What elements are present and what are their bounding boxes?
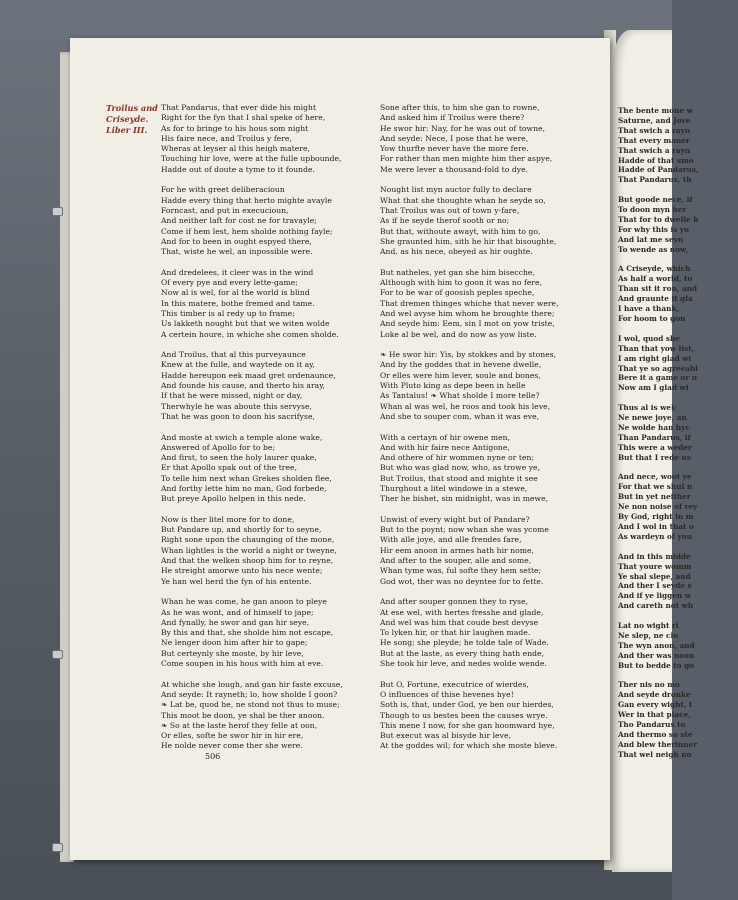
verse-line: Ne lenger doon him after hir to gape; <box>161 638 308 648</box>
verse-line: Hadde of that smo <box>618 155 694 165</box>
verse-line: At whiche she lough, and gan hir faste excuse, <box>161 679 343 689</box>
verse-line: And ther I seyde s <box>618 581 692 591</box>
stanza <box>380 268 600 340</box>
verse-line: Now al is wel, for al the world is blind <box>161 288 310 298</box>
stanza <box>161 597 376 669</box>
verse-line: As he was wont, and of himself to jape; <box>161 607 314 617</box>
verse-line: But to the poynt; now whan she was ycome <box>380 525 549 535</box>
verse-line: And fynally, he swor and gan hir seye, <box>161 617 310 627</box>
verse-line: But that, withoute awayt, with him to go, <box>380 226 541 236</box>
verse-line: At the goddes wil; for which she moste bleve. <box>380 741 558 751</box>
verse-line: As for to bringe to his hous som night <box>161 123 309 133</box>
verse-line: Gan every wight, t <box>618 700 693 710</box>
verse-line: To doon myn her <box>618 205 687 215</box>
verse-line: Yow thurfte never have the more fere. <box>380 144 529 154</box>
verse-line: With alle joye, and alle frendes fare, <box>380 535 522 545</box>
verse-line: That Pandarus, that ever dide his might <box>161 103 317 112</box>
verse-line: That every maner <box>618 135 690 145</box>
verse-line: And othere of hir wommen nyne or ten; <box>380 453 535 463</box>
verse-line: She graunted him, sith he hir that bisoughte, <box>380 236 557 246</box>
verse-line: The wyn anon, and <box>618 640 695 650</box>
verse-line: By this and that, she sholde him not escape, <box>161 628 334 638</box>
verse-line: Or elles, softe he swor hir in hir ere, <box>161 731 304 741</box>
verse-line: And for to been in ought espyed there, <box>161 236 312 246</box>
stanza <box>380 680 600 752</box>
verse-line: And seyde dronke <box>618 690 691 700</box>
verse-line: Wheras at leyser al this heigh matere, <box>161 144 311 154</box>
verse-line: Thurghout a litel windowe in a stewe, <box>380 483 528 493</box>
stanza <box>618 334 738 393</box>
verse-line: That swich a rayn <box>618 145 691 155</box>
verse-line: That wel neigh no <box>618 749 692 759</box>
verse-line: As Tantalus! ❧ What sholde I more telle? <box>380 391 540 401</box>
verse-line: Whan lightles is the world a night or tweyne, <box>161 545 337 555</box>
verse-line: She took hir leve, and nedes wolde wende. <box>380 659 547 669</box>
verse-line: And seyde: Nece, I pose that he were, <box>380 133 529 143</box>
verse-line: And, as his nece, obeyed as hir oughte. <box>380 247 533 257</box>
verse-line: This were a weder <box>618 442 692 452</box>
verse-line: But in yet neither <box>618 492 691 502</box>
stanza <box>161 268 376 340</box>
verse-line: Therwhyle he was aboute this servyse, <box>161 401 312 411</box>
verse-line: But that I rede us <box>618 452 691 462</box>
verse-line: But certeynly she moste, by hir leve, <box>161 648 304 658</box>
verse-line: And she to souper com, whan it was eve, <box>380 411 540 421</box>
verse-line: Us lakketh nought but that we witen wolde <box>161 319 330 329</box>
verse-line: Than Pandarus, if <box>618 432 691 442</box>
verse-line: Whan tyme was, ful softe they hem sette; <box>380 566 542 576</box>
verse-line: As wardeyn of you <box>618 531 692 541</box>
verse-line: A certein houre, in whiche she comen sholde. <box>161 329 339 339</box>
verse-line: That, wiste he wel, an inpossible were. <box>161 247 313 257</box>
verse-line: But Pandare up, and shortly for to seyne, <box>161 525 322 535</box>
verse-line: And founde his cause, and therto his aray, <box>161 381 326 391</box>
verse-line: Or elles were him lever, soule and bones, <box>380 370 541 380</box>
verse-line: He streight amorwe unto his nece wente; <box>161 566 323 576</box>
verse-line: Knew at the fulle, and waytede on it ay, <box>161 360 316 370</box>
verse-line: Unwist of every wight but of Pandare? <box>380 514 530 524</box>
verse-line: But to bedde to go <box>618 660 695 670</box>
verse-line: With a certayn of hir owene men, <box>380 432 511 442</box>
verse-line: And moste at swich a temple alone wake, <box>161 432 323 442</box>
verse-line: This mene I now, for she gan hoomward hye, <box>380 720 555 730</box>
facing-page <box>612 30 699 872</box>
stanza <box>618 552 738 611</box>
verse-line: In this matere, bothe fremed and tame. <box>161 298 315 308</box>
verse-line: And blew therinner <box>618 739 697 749</box>
verse-line: And dredelees, it cleer was in the wind <box>161 267 314 277</box>
verse-line: But who was glad now, who, as trowe ye, <box>380 463 541 473</box>
verse-line: And thermo so ste <box>618 729 693 739</box>
stanza <box>618 403 738 462</box>
verse-line: And forthy lette him no man, God forbede, <box>161 483 327 493</box>
verse-line: Lat no wight ri <box>618 621 679 631</box>
verse-line: ❧ He swor hir: Yis, by stokkes and by stones, <box>380 350 557 360</box>
stanza <box>161 350 376 422</box>
verse-line: This timber is al redy up to frame; <box>161 308 295 318</box>
stanza <box>161 185 376 257</box>
page-number: 506 <box>205 752 221 761</box>
verse-line: Than sit it ron, and <box>618 284 698 294</box>
verse-line: Answered of Apollo for to be; <box>161 442 276 452</box>
verse-line: By God, right in m <box>618 512 694 522</box>
verse-line: Sone after this, to him she gan to rowne, <box>380 103 540 112</box>
verse-line: With Pluto king as depe been in helle <box>380 381 526 391</box>
sidenote-line: Liber III. <box>106 125 148 135</box>
verse-line: For that we shul n <box>618 482 693 492</box>
stanza <box>161 515 376 587</box>
verse-line: Ne non noise of rey <box>618 502 698 512</box>
verse-line: For he with greet deliberacioun <box>161 185 285 195</box>
verse-line: Hadde every thing that herto mighte avayle <box>161 195 332 205</box>
verse-line: And after to the souper, alle and some, <box>380 556 532 566</box>
verse-line: And neither laft for cost ne for travayle; <box>161 216 317 226</box>
verse-line: And if ye liggen w <box>618 591 692 601</box>
verse-line: Ne newe joye, an <box>618 413 687 423</box>
verse-line: And that the welken shoop him for to reyne, <box>161 556 334 566</box>
verse-line: And with hir faire nece Antigone, <box>380 442 510 452</box>
verse-line: And I wol in that o <box>618 521 694 531</box>
verse-line: I am right glad wi <box>618 353 692 363</box>
verse-line: Ye han wel herd the fyn of his entente. <box>161 576 312 586</box>
left-text-column <box>161 103 376 762</box>
binding-clip <box>52 207 63 216</box>
verse-line: Touching hir love, were at the fulle upbounde, <box>161 154 342 164</box>
verse-line: And ther was noon <box>618 650 695 660</box>
verse-line: And first, to seen the holy laurer quake, <box>161 453 317 463</box>
verse-line: Loke al be wel, and do now as yow liste. <box>380 329 537 339</box>
verse-line: And seyde: It rayneth; lo, how sholde I goon? <box>161 689 338 699</box>
verse-line: A Criseyde, which <box>618 264 691 274</box>
verse-line: To lyken hir, or that hir laughen made. <box>380 628 531 638</box>
verse-line: Whan he was come, he gan anoon to pleye <box>161 597 327 607</box>
verse-line: Tho Pandarus to <box>618 720 686 730</box>
verse-line: Thus al is wel; <box>618 403 677 413</box>
verse-line: Er that Apollo spak out of the tree, <box>161 463 298 473</box>
verse-line: As if he seyde therof sooth or no; <box>380 216 510 226</box>
stanza <box>380 350 600 422</box>
binding-clip <box>52 843 63 852</box>
verse-line: And after souper gonnen they to ryse, <box>380 597 529 607</box>
verse-line: And wel avyse him whom he broughte there; <box>380 308 555 318</box>
verse-line: And careth not wh <box>618 601 694 611</box>
stanza <box>380 433 600 505</box>
verse-line: Ther nis no mo <box>618 680 680 690</box>
verse-line: Come if hem lest, hem sholde nothing fayle; <box>161 226 333 236</box>
verse-line: But preye Apollo helpen in this nede. <box>161 494 306 504</box>
verse-line: And graunte it gla <box>618 294 693 304</box>
verse-line: That for to dwelle h <box>618 214 699 224</box>
stanza <box>618 472 738 541</box>
stanza <box>380 103 600 175</box>
verse-line: But O, Fortune, executrice of wierdes, <box>380 679 529 689</box>
verse-line: And in this midde <box>618 551 691 561</box>
verse-line: I have a thank, <box>618 304 679 314</box>
verse-line: This moot be doon, ye shal be ther anoon. <box>161 710 325 720</box>
verse-line: For why this is yo <box>618 224 690 234</box>
verse-line: That youre womm <box>618 561 692 571</box>
binding-clip <box>52 650 63 659</box>
verse-line: That ye so agreeabl <box>618 363 698 373</box>
verse-line: For rather than men mighte him ther aspye, <box>380 154 553 164</box>
verse-line: Now is ther litel more for to done, <box>161 514 295 524</box>
verse-line: But Troilus, that stood and mighte it see <box>380 473 538 483</box>
verse-line: Hadde hereupon eek maad gret ordenaunce, <box>161 370 336 380</box>
verse-line: He nolde never come ther she were. <box>161 741 303 751</box>
verse-line: Than that yow list, <box>618 343 695 353</box>
stanza <box>380 597 600 669</box>
verse-line: And lat me seyn <box>618 234 684 244</box>
verse-line: Hadde out of doute a tyme to it founde. <box>161 164 315 174</box>
verse-line: Soth is, that, under God, ye ben our hierdes, <box>380 700 554 710</box>
verse-line: Ther he bishet, sin midnight, was in mewe, <box>380 494 549 504</box>
verse-line: Saturne, and Jove <box>618 115 691 125</box>
stanza <box>618 106 738 185</box>
verse-line: Wer in that place, <box>618 710 691 720</box>
verse-line: That Troilus was out of town y-fare, <box>380 205 520 215</box>
verse-line: Hir eem anoon in armes hath hir nome, <box>380 545 535 555</box>
verse-line: God wot, ther was no deyntee for to fette. <box>380 576 544 586</box>
verse-line: That he was goon to doon his sacrifyse, <box>161 411 315 421</box>
running-sidenote <box>106 103 162 136</box>
verse-line: Ye shal slepe, and <box>618 571 691 581</box>
verse-line: If that he were missed, night or day, <box>161 391 303 401</box>
stanza <box>380 185 600 257</box>
stanza <box>618 264 738 323</box>
sidenote-line: Troilus and <box>106 103 158 113</box>
verse-line: O influences of thise hevenes hye! <box>380 689 514 699</box>
stanza <box>618 680 738 759</box>
verse-line: And seyde him: Eem, sin I mot on yow triste, <box>380 319 555 329</box>
verse-line: That Pandarus, th <box>618 175 692 185</box>
verse-line: To telle him next whan Grekes sholden flee, <box>161 473 332 483</box>
verse-line: That swich a rayn <box>618 125 691 135</box>
stanza <box>161 103 376 175</box>
verse-line: ❧ Lat be, quod he, ne stond not thus to muse; <box>161 700 340 710</box>
verse-line: Me were lever a thousand-fold to dye. <box>380 164 529 174</box>
verse-line: He song; she pleyde; he tolde tale of Wade. <box>380 638 549 648</box>
verse-line: At ese wel, with hertes fresshe and glade, <box>380 607 544 617</box>
verse-line: But execut was al bisyde hir leve, <box>380 731 511 741</box>
verse-line: But at the laste, as every thing hath ende, <box>380 648 545 658</box>
facing-page-text <box>618 106 738 770</box>
stanza <box>380 515 600 587</box>
verse-line: Come soupen in his hous with him at eve. <box>161 659 324 669</box>
verse-line: For hoom to gon <box>618 314 686 323</box>
verse-line: That dremen thinges whiche that never were, <box>380 298 559 308</box>
verse-line: ❧ So at the laste herof they felle at oon, <box>161 720 318 730</box>
verse-line: Hadde of Pandarus, <box>618 165 699 175</box>
verse-line: Of every pye and every lette-game; <box>161 278 298 288</box>
verse-line: What that she thoughte whan he seyde so, <box>380 195 546 205</box>
verse-line: Right sone upon the chaunging of the mone, <box>161 535 335 545</box>
stanza <box>618 621 738 671</box>
verse-line: And wel was him that coude best devyse <box>380 617 539 627</box>
stanza <box>618 195 738 254</box>
verse-line: To wende as now, <box>618 244 689 254</box>
verse-line: Nought list myn auctor fully to declare <box>380 185 532 195</box>
stanza <box>161 680 376 752</box>
verse-line: But natheles, yet gan she him bisecche, <box>380 267 535 277</box>
verse-line: Right for the fyn that I shal speke of here, <box>161 113 326 123</box>
stanza <box>161 433 376 505</box>
verse-line: He swor hir: Nay, for he was out of towne, <box>380 123 546 133</box>
verse-line: Ne slep, ne clo <box>618 630 679 640</box>
verse-line: Now am I glad wi <box>618 383 689 393</box>
verse-line: For to be war of goosish peples speche, <box>380 288 535 298</box>
verse-line: Although with him to goon it was no fere, <box>380 278 543 288</box>
verse-line: Ne wolde han hyc <box>618 422 690 432</box>
verse-line: And by the goddes that in hevene dwelle, <box>380 360 542 370</box>
right-text-column <box>380 103 600 762</box>
verse-line: And Troilus, that al this purveyaunce <box>161 350 306 360</box>
verse-line: The bente mone w <box>618 106 693 115</box>
verse-line: And nece, woot ye <box>618 472 692 482</box>
verse-line: As half a world, to <box>618 274 693 284</box>
verse-line: His faire nece, and Troilus y fere, <box>161 133 292 143</box>
verse-line: Bere it a game or n <box>618 373 698 383</box>
verse-line: And asked him if Troilus were there? <box>380 113 525 123</box>
sidenote-line: Criseyde. <box>106 114 149 124</box>
verse-line: I wol, quod she <box>618 333 680 343</box>
verse-line: But goode nece, if <box>618 195 693 205</box>
verse-line: Whan al was wel, he roos and took his leve, <box>380 401 551 411</box>
verse-line: Forncast, and put in execucioun, <box>161 205 289 215</box>
verse-line: Though to us bestes been the causes wrye. <box>380 710 548 720</box>
